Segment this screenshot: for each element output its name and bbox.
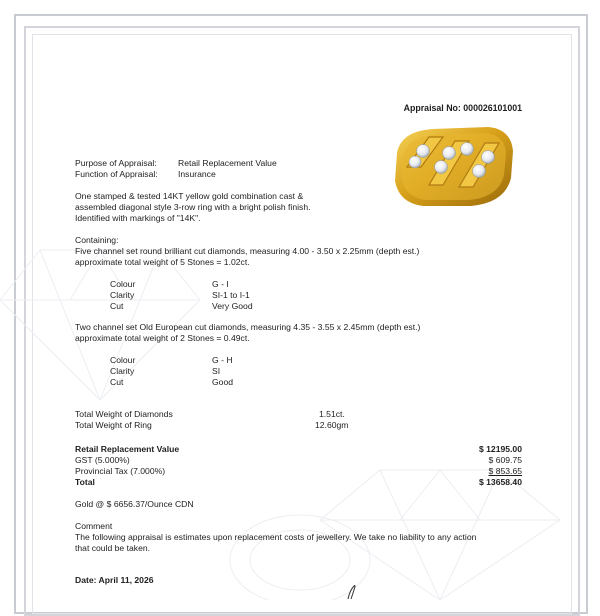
spec-value: Very Good bbox=[212, 301, 253, 311]
spec-value: SI-1 to I-1 bbox=[212, 290, 250, 300]
spec-value: G - I bbox=[212, 279, 229, 289]
spec-label: Cut bbox=[110, 377, 124, 387]
total-weight-ring-label: Total Weight of Ring bbox=[75, 420, 152, 430]
total-amount: $ 13658.40 bbox=[478, 477, 522, 487]
function-label: Function of Appraisal: bbox=[75, 169, 158, 179]
description-line: One stamped & tested 14KT yellow gold combination cast & bbox=[75, 191, 304, 201]
spec-value: G - H bbox=[212, 355, 233, 365]
description-line: Identified with markings of "14K". bbox=[75, 213, 201, 223]
total-weight-diamonds-label: Total Weight of Diamonds bbox=[75, 409, 173, 419]
function-value: Insurance bbox=[178, 169, 216, 179]
gold-price: Gold @ $ 6656.37/Ounce CDN bbox=[75, 499, 194, 509]
gst-label: GST (5.000%) bbox=[75, 455, 130, 465]
spec-label: Colour bbox=[110, 279, 136, 289]
stone-description-line: approximate total weight of 5 Stones = 1.02ct. bbox=[75, 257, 250, 267]
purpose-value: Retail Replacement Value bbox=[178, 158, 277, 168]
purpose-label: Purpose of Appraisal: bbox=[75, 158, 157, 168]
gst-amount: $ 609.75 bbox=[488, 455, 522, 465]
provincial-tax-label: Provincial Tax (7.000%) bbox=[75, 466, 166, 476]
total-weight-diamonds-value: 1.51ct. bbox=[319, 409, 345, 419]
description-line: assembled diagonal style 3-row ring with a bright polish finish. bbox=[75, 202, 311, 212]
stone-description-line: Two channel set Old European cut diamonds, measuring 4.35 - 3.55 x 2.45mm (depth est.) bbox=[75, 322, 421, 332]
total-weight-ring-value: 12.60gm bbox=[315, 420, 349, 430]
comment-line: The following appraisal is estimates upon replacement costs of jewellery. We take no liability to any action bbox=[75, 532, 477, 542]
retail-value-amount: $ 12195.00 bbox=[478, 444, 522, 454]
comment-label: Comment bbox=[75, 521, 113, 531]
spec-label: Clarity bbox=[110, 290, 135, 300]
retail-value-label: Retail Replacement Value bbox=[75, 444, 180, 454]
containing-label: Containing: bbox=[75, 235, 119, 245]
provincial-tax-amount: $ 853.65 bbox=[488, 466, 522, 476]
appraisal-date: Date: April 11, 2026 bbox=[75, 575, 154, 585]
gold-diamond-ring-photo-icon bbox=[393, 123, 515, 208]
total-label: Total bbox=[75, 477, 95, 487]
spec-label: Colour bbox=[110, 355, 136, 365]
spec-label: Clarity bbox=[110, 366, 135, 376]
spec-value: SI bbox=[212, 366, 221, 376]
spec-value: Good bbox=[212, 377, 234, 387]
signature-stroke-icon bbox=[330, 582, 370, 600]
appraisal-number: Appraisal No: 000026101001 bbox=[403, 103, 522, 113]
stone-description-line: approximate total weight of 2 Stones = 0.49ct. bbox=[75, 333, 250, 343]
comment-line: that could be taken. bbox=[75, 543, 151, 553]
spec-label: Cut bbox=[110, 301, 124, 311]
stone-description-line: Five channel set round brilliant cut diamonds, measuring 4.00 - 3.50 x 2.25mm (depth est.) bbox=[75, 246, 420, 256]
